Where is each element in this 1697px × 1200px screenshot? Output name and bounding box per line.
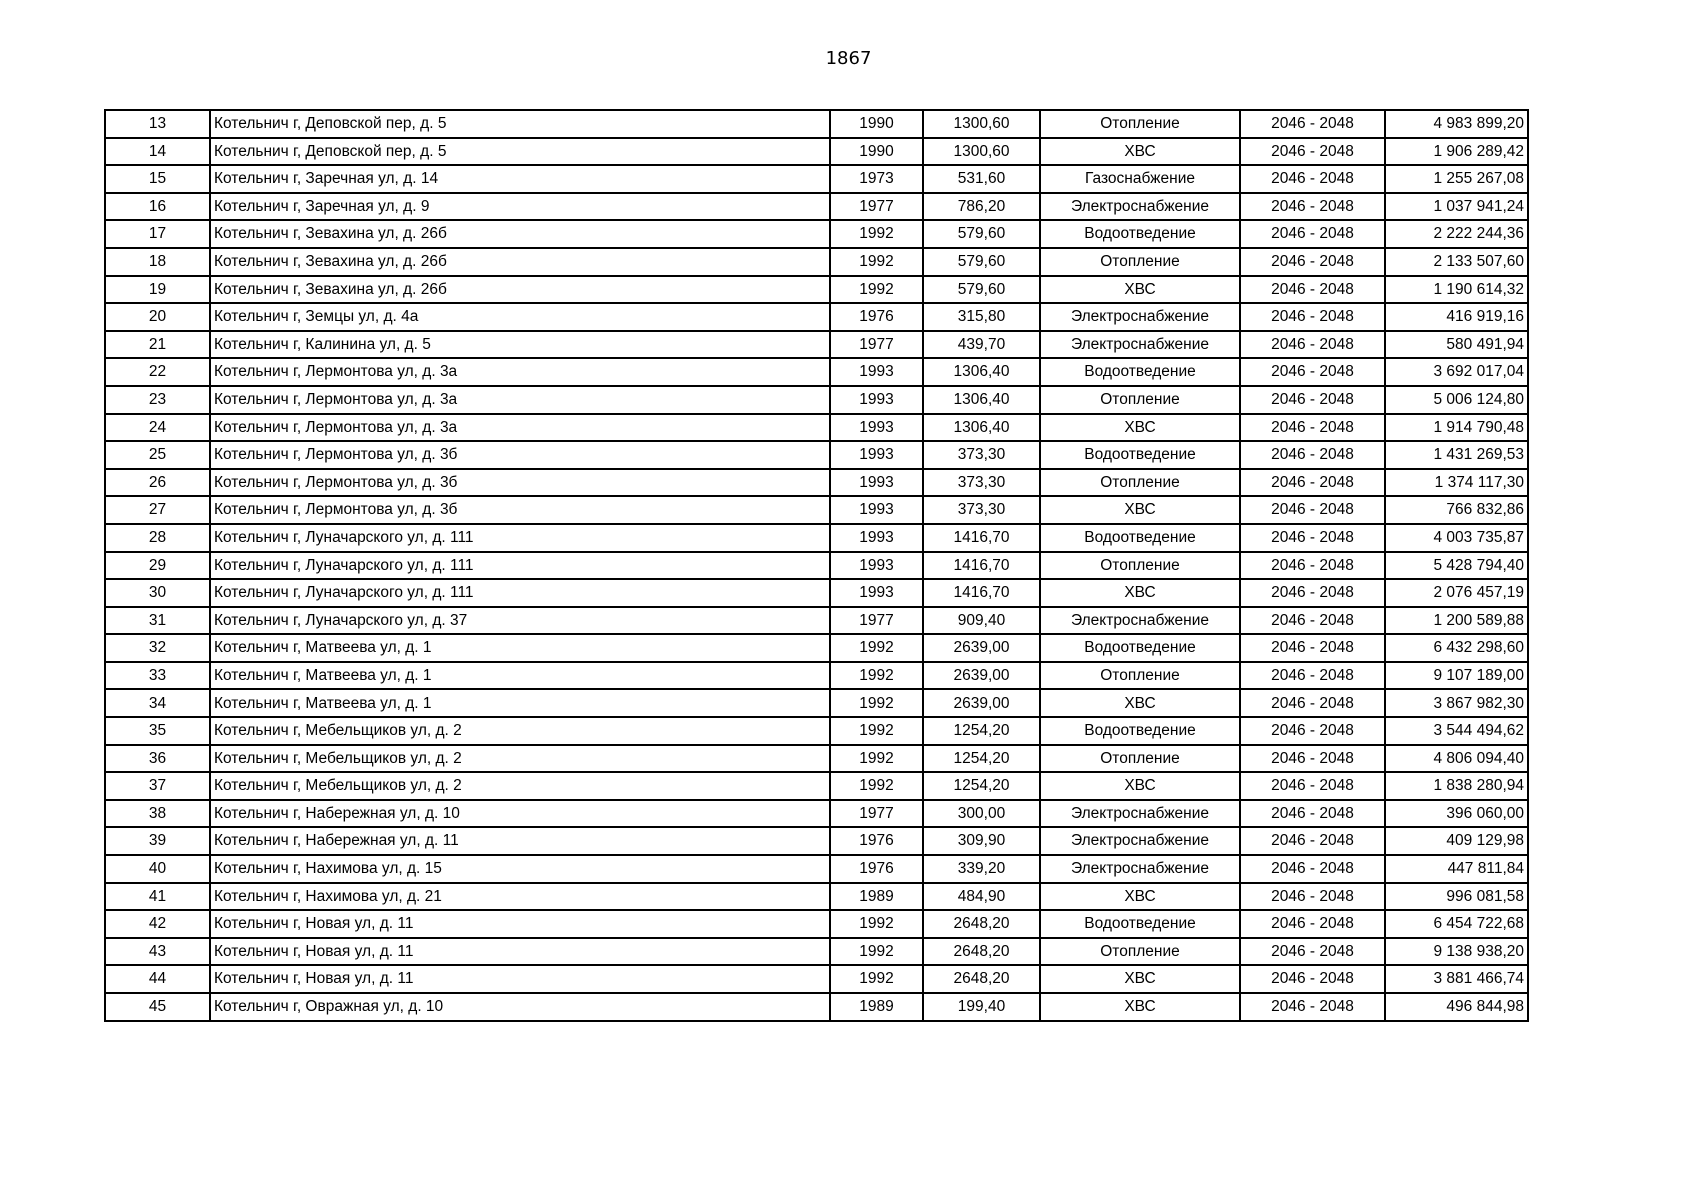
table-row <box>105 469 1528 497</box>
work-type-cell: ХВС <box>1040 965 1240 993</box>
area-cell: 1254,20 <box>923 745 1040 773</box>
cost-cell: 496 844,98 <box>1385 993 1528 1021</box>
work-type-cell: Водоотведение <box>1040 634 1240 662</box>
address-cell: Котельнич г, Новая ул, д. 11 <box>210 965 830 993</box>
address-cell: Котельнич г, Новая ул, д. 11 <box>210 910 830 938</box>
row-number-cell: 42 <box>105 910 210 938</box>
year-cell: 1976 <box>830 827 923 855</box>
period-cell: 2046 - 2048 <box>1240 524 1385 552</box>
year-cell: 1992 <box>830 276 923 304</box>
year-cell: 1993 <box>830 469 923 497</box>
year-cell: 1993 <box>830 579 923 607</box>
cost-cell: 2 076 457,19 <box>1385 579 1528 607</box>
cost-cell: 1 200 589,88 <box>1385 607 1528 635</box>
year-cell: 1977 <box>830 800 923 828</box>
cost-cell: 2 222 244,36 <box>1385 220 1528 248</box>
period-cell: 2046 - 2048 <box>1240 800 1385 828</box>
address-cell: Котельнич г, Лермонтова ул, д. 3б <box>210 469 830 497</box>
work-type-cell: Водоотведение <box>1040 441 1240 469</box>
period-cell: 2046 - 2048 <box>1240 938 1385 966</box>
cost-cell: 2 133 507,60 <box>1385 248 1528 276</box>
year-cell: 1992 <box>830 745 923 773</box>
row-number-cell: 16 <box>105 193 210 221</box>
area-cell: 579,60 <box>923 248 1040 276</box>
row-number-cell: 17 <box>105 220 210 248</box>
area-cell: 1306,40 <box>923 414 1040 442</box>
area-cell: 373,30 <box>923 496 1040 524</box>
year-cell: 1993 <box>830 524 923 552</box>
address-cell: Котельнич г, Набережная ул, д. 11 <box>210 827 830 855</box>
address-cell: Котельнич г, Луначарского ул, д. 111 <box>210 552 830 580</box>
period-cell: 2046 - 2048 <box>1240 883 1385 911</box>
cost-cell: 1 374 117,30 <box>1385 469 1528 497</box>
year-cell: 1993 <box>830 441 923 469</box>
work-type-cell: Отопление <box>1040 745 1240 773</box>
work-type-cell: Электроснабжение <box>1040 855 1240 883</box>
period-cell: 2046 - 2048 <box>1240 441 1385 469</box>
address-cell: Котельнич г, Луначарского ул, д. 111 <box>210 524 830 552</box>
cost-cell: 4 983 899,20 <box>1385 110 1528 138</box>
row-number-cell: 36 <box>105 745 210 773</box>
cost-cell: 5 006 124,80 <box>1385 386 1528 414</box>
year-cell: 1992 <box>830 717 923 745</box>
cost-cell: 1 037 941,24 <box>1385 193 1528 221</box>
work-type-cell: Водоотведение <box>1040 220 1240 248</box>
cost-cell: 580 491,94 <box>1385 331 1528 359</box>
address-cell: Котельнич г, Нахимова ул, д. 15 <box>210 855 830 883</box>
area-cell: 199,40 <box>923 993 1040 1021</box>
year-cell: 1977 <box>830 193 923 221</box>
row-number-cell: 44 <box>105 965 210 993</box>
address-cell: Котельнич г, Зевахина ул, д. 26б <box>210 220 830 248</box>
year-cell: 1992 <box>830 772 923 800</box>
row-number-cell: 38 <box>105 800 210 828</box>
period-cell: 2046 - 2048 <box>1240 331 1385 359</box>
work-type-cell: Отопление <box>1040 110 1240 138</box>
table-row <box>105 607 1528 635</box>
year-cell: 1992 <box>830 689 923 717</box>
work-type-cell: ХВС <box>1040 138 1240 166</box>
work-type-cell: ХВС <box>1040 414 1240 442</box>
work-type-cell: Электроснабжение <box>1040 193 1240 221</box>
row-number-cell: 22 <box>105 358 210 386</box>
table-row <box>105 938 1528 966</box>
address-cell: Котельнич г, Мебельщиков ул, д. 2 <box>210 745 830 773</box>
table-row <box>105 138 1528 166</box>
work-type-cell: Отопление <box>1040 552 1240 580</box>
row-number-cell: 28 <box>105 524 210 552</box>
year-cell: 1977 <box>830 331 923 359</box>
table-row <box>105 910 1528 938</box>
area-cell: 2639,00 <box>923 689 1040 717</box>
address-cell: Котельнич г, Заречная ул, д. 14 <box>210 165 830 193</box>
area-cell: 531,60 <box>923 165 1040 193</box>
address-cell: Котельнич г, Калинина ул, д. 5 <box>210 331 830 359</box>
table-row <box>105 331 1528 359</box>
period-cell: 2046 - 2048 <box>1240 772 1385 800</box>
cost-cell: 416 919,16 <box>1385 303 1528 331</box>
cost-cell: 3 544 494,62 <box>1385 717 1528 745</box>
cost-cell: 1 255 267,08 <box>1385 165 1528 193</box>
address-cell: Котельнич г, Лермонтова ул, д. 3а <box>210 358 830 386</box>
table-row <box>105 689 1528 717</box>
period-cell: 2046 - 2048 <box>1240 662 1385 690</box>
period-cell: 2046 - 2048 <box>1240 386 1385 414</box>
cost-cell: 9 138 938,20 <box>1385 938 1528 966</box>
row-number-cell: 40 <box>105 855 210 883</box>
area-cell: 339,20 <box>923 855 1040 883</box>
year-cell: 1993 <box>830 414 923 442</box>
year-cell: 1992 <box>830 965 923 993</box>
address-cell: Котельнич г, Луначарского ул, д. 37 <box>210 607 830 635</box>
table-row <box>105 441 1528 469</box>
period-cell: 2046 - 2048 <box>1240 358 1385 386</box>
area-cell: 579,60 <box>923 220 1040 248</box>
row-number-cell: 39 <box>105 827 210 855</box>
cost-cell: 5 428 794,40 <box>1385 552 1528 580</box>
work-type-cell: Газоснабжение <box>1040 165 1240 193</box>
area-cell: 579,60 <box>923 276 1040 304</box>
table-row <box>105 193 1528 221</box>
year-cell: 1993 <box>830 552 923 580</box>
table-row <box>105 662 1528 690</box>
address-cell: Котельнич г, Мебельщиков ул, д. 2 <box>210 772 830 800</box>
work-type-cell: Электроснабжение <box>1040 331 1240 359</box>
year-cell: 1990 <box>830 110 923 138</box>
row-number-cell: 23 <box>105 386 210 414</box>
cost-cell: 9 107 189,00 <box>1385 662 1528 690</box>
area-cell: 1254,20 <box>923 772 1040 800</box>
table-row <box>105 110 1528 138</box>
year-cell: 1976 <box>830 303 923 331</box>
area-cell: 373,30 <box>923 441 1040 469</box>
work-type-cell: Отопление <box>1040 248 1240 276</box>
area-cell: 1416,70 <box>923 579 1040 607</box>
table-row <box>105 414 1528 442</box>
area-cell: 2648,20 <box>923 910 1040 938</box>
address-cell: Котельнич г, Набережная ул, д. 10 <box>210 800 830 828</box>
period-cell: 2046 - 2048 <box>1240 827 1385 855</box>
period-cell: 2046 - 2048 <box>1240 220 1385 248</box>
year-cell: 1990 <box>830 138 923 166</box>
table-row <box>105 745 1528 773</box>
year-cell: 1992 <box>830 248 923 276</box>
row-number-cell: 43 <box>105 938 210 966</box>
work-type-cell: ХВС <box>1040 276 1240 304</box>
row-number-cell: 14 <box>105 138 210 166</box>
year-cell: 1993 <box>830 358 923 386</box>
cost-cell: 3 867 982,30 <box>1385 689 1528 717</box>
cost-cell: 409 129,98 <box>1385 827 1528 855</box>
cost-cell: 1 190 614,32 <box>1385 276 1528 304</box>
area-cell: 309,90 <box>923 827 1040 855</box>
work-type-cell: Водоотведение <box>1040 524 1240 552</box>
row-number-cell: 27 <box>105 496 210 524</box>
area-cell: 1306,40 <box>923 386 1040 414</box>
year-cell: 1992 <box>830 220 923 248</box>
area-cell: 1300,60 <box>923 110 1040 138</box>
row-number-cell: 29 <box>105 552 210 580</box>
year-cell: 1993 <box>830 386 923 414</box>
row-number-cell: 37 <box>105 772 210 800</box>
area-cell: 2648,20 <box>923 965 1040 993</box>
area-cell: 2648,20 <box>923 938 1040 966</box>
period-cell: 2046 - 2048 <box>1240 965 1385 993</box>
address-cell: Котельнич г, Лермонтова ул, д. 3б <box>210 441 830 469</box>
table-row <box>105 800 1528 828</box>
address-cell: Котельнич г, Деповской пер, д. 5 <box>210 138 830 166</box>
area-cell: 909,40 <box>923 607 1040 635</box>
row-number-cell: 21 <box>105 331 210 359</box>
table-row <box>105 717 1528 745</box>
work-type-cell: Электроснабжение <box>1040 800 1240 828</box>
table-row <box>105 634 1528 662</box>
work-type-cell: Электроснабжение <box>1040 607 1240 635</box>
year-cell: 1973 <box>830 165 923 193</box>
work-type-cell: ХВС <box>1040 883 1240 911</box>
area-cell: 484,90 <box>923 883 1040 911</box>
period-cell: 2046 - 2048 <box>1240 110 1385 138</box>
period-cell: 2046 - 2048 <box>1240 910 1385 938</box>
table-row <box>105 993 1528 1021</box>
cost-cell: 6 432 298,60 <box>1385 634 1528 662</box>
area-cell: 1306,40 <box>923 358 1040 386</box>
work-type-cell: Отопление <box>1040 938 1240 966</box>
area-cell: 786,20 <box>923 193 1040 221</box>
table-row <box>105 965 1528 993</box>
cost-cell: 447 811,84 <box>1385 855 1528 883</box>
period-cell: 2046 - 2048 <box>1240 193 1385 221</box>
period-cell: 2046 - 2048 <box>1240 414 1385 442</box>
area-cell: 1416,70 <box>923 524 1040 552</box>
year-cell: 1989 <box>830 883 923 911</box>
row-number-cell: 13 <box>105 110 210 138</box>
work-type-cell: ХВС <box>1040 579 1240 607</box>
table-row <box>105 165 1528 193</box>
area-cell: 1416,70 <box>923 552 1040 580</box>
work-type-cell: ХВС <box>1040 772 1240 800</box>
year-cell: 1992 <box>830 662 923 690</box>
address-cell: Котельнич г, Матвеева ул, д. 1 <box>210 662 830 690</box>
row-number-cell: 30 <box>105 579 210 607</box>
period-cell: 2046 - 2048 <box>1240 993 1385 1021</box>
cost-cell: 766 832,86 <box>1385 496 1528 524</box>
work-type-cell: ХВС <box>1040 496 1240 524</box>
page-number: 1867 <box>825 48 872 69</box>
period-cell: 2046 - 2048 <box>1240 689 1385 717</box>
table-row <box>105 386 1528 414</box>
cost-cell: 3 881 466,74 <box>1385 965 1528 993</box>
year-cell: 1989 <box>830 993 923 1021</box>
row-number-cell: 31 <box>105 607 210 635</box>
table-row <box>105 772 1528 800</box>
row-number-cell: 24 <box>105 414 210 442</box>
period-cell: 2046 - 2048 <box>1240 248 1385 276</box>
address-cell: Котельнич г, Овражная ул, д. 10 <box>210 993 830 1021</box>
row-number-cell: 45 <box>105 993 210 1021</box>
address-cell: Котельнич г, Деповской пер, д. 5 <box>210 110 830 138</box>
cost-cell: 396 060,00 <box>1385 800 1528 828</box>
table-row <box>105 220 1528 248</box>
repair-registry-table <box>104 109 1529 1022</box>
year-cell: 1992 <box>830 938 923 966</box>
address-cell: Котельнич г, Матвеева ул, д. 1 <box>210 634 830 662</box>
row-number-cell: 35 <box>105 717 210 745</box>
period-cell: 2046 - 2048 <box>1240 165 1385 193</box>
work-type-cell: Водоотведение <box>1040 358 1240 386</box>
period-cell: 2046 - 2048 <box>1240 469 1385 497</box>
area-cell: 2639,00 <box>923 634 1040 662</box>
cost-cell: 1 906 289,42 <box>1385 138 1528 166</box>
work-type-cell: Отопление <box>1040 386 1240 414</box>
period-cell: 2046 - 2048 <box>1240 276 1385 304</box>
work-type-cell: ХВС <box>1040 993 1240 1021</box>
cost-cell: 6 454 722,68 <box>1385 910 1528 938</box>
table-row <box>105 827 1528 855</box>
row-number-cell: 18 <box>105 248 210 276</box>
work-type-cell: ХВС <box>1040 689 1240 717</box>
work-type-cell: Электроснабжение <box>1040 827 1240 855</box>
table-row <box>105 855 1528 883</box>
table-row <box>105 248 1528 276</box>
table-row <box>105 883 1528 911</box>
address-cell: Котельнич г, Зевахина ул, д. 26б <box>210 276 830 304</box>
period-cell: 2046 - 2048 <box>1240 552 1385 580</box>
period-cell: 2046 - 2048 <box>1240 138 1385 166</box>
address-cell: Котельнич г, Земцы ул, д. 4а <box>210 303 830 331</box>
address-cell: Котельнич г, Лермонтова ул, д. 3б <box>210 496 830 524</box>
work-type-cell: Отопление <box>1040 469 1240 497</box>
area-cell: 315,80 <box>923 303 1040 331</box>
row-number-cell: 32 <box>105 634 210 662</box>
row-number-cell: 15 <box>105 165 210 193</box>
row-number-cell: 19 <box>105 276 210 304</box>
table-row <box>105 496 1528 524</box>
cost-cell: 4 003 735,87 <box>1385 524 1528 552</box>
period-cell: 2046 - 2048 <box>1240 717 1385 745</box>
row-number-cell: 34 <box>105 689 210 717</box>
address-cell: Котельнич г, Заречная ул, д. 9 <box>210 193 830 221</box>
address-cell: Котельнич г, Новая ул, д. 11 <box>210 938 830 966</box>
address-cell: Котельнич г, Зевахина ул, д. 26б <box>210 248 830 276</box>
address-cell: Котельнич г, Нахимова ул, д. 21 <box>210 883 830 911</box>
year-cell: 1992 <box>830 910 923 938</box>
cost-cell: 1 914 790,48 <box>1385 414 1528 442</box>
area-cell: 373,30 <box>923 469 1040 497</box>
work-type-cell: Отопление <box>1040 662 1240 690</box>
table-row <box>105 579 1528 607</box>
address-cell: Котельнич г, Лермонтова ул, д. 3а <box>210 386 830 414</box>
area-cell: 439,70 <box>923 331 1040 359</box>
row-number-cell: 41 <box>105 883 210 911</box>
cost-cell: 996 081,58 <box>1385 883 1528 911</box>
period-cell: 2046 - 2048 <box>1240 745 1385 773</box>
work-type-cell: Водоотведение <box>1040 910 1240 938</box>
table-row <box>105 276 1528 304</box>
table-row <box>105 552 1528 580</box>
area-cell: 1300,60 <box>923 138 1040 166</box>
work-type-cell: Электроснабжение <box>1040 303 1240 331</box>
row-number-cell: 26 <box>105 469 210 497</box>
period-cell: 2046 - 2048 <box>1240 496 1385 524</box>
cost-cell: 1 838 280,94 <box>1385 772 1528 800</box>
row-number-cell: 33 <box>105 662 210 690</box>
row-number-cell: 20 <box>105 303 210 331</box>
period-cell: 2046 - 2048 <box>1240 579 1385 607</box>
area-cell: 1254,20 <box>923 717 1040 745</box>
area-cell: 2639,00 <box>923 662 1040 690</box>
row-number-cell: 25 <box>105 441 210 469</box>
address-cell: Котельнич г, Мебельщиков ул, д. 2 <box>210 717 830 745</box>
period-cell: 2046 - 2048 <box>1240 607 1385 635</box>
period-cell: 2046 - 2048 <box>1240 634 1385 662</box>
year-cell: 1976 <box>830 855 923 883</box>
year-cell: 1992 <box>830 634 923 662</box>
work-type-cell: Водоотведение <box>1040 717 1240 745</box>
address-cell: Котельнич г, Луначарского ул, д. 111 <box>210 579 830 607</box>
address-cell: Котельнич г, Матвеева ул, д. 1 <box>210 689 830 717</box>
table-row <box>105 524 1528 552</box>
table-row <box>105 358 1528 386</box>
period-cell: 2046 - 2048 <box>1240 855 1385 883</box>
cost-cell: 1 431 269,53 <box>1385 441 1528 469</box>
period-cell: 2046 - 2048 <box>1240 303 1385 331</box>
year-cell: 1993 <box>830 496 923 524</box>
cost-cell: 3 692 017,04 <box>1385 358 1528 386</box>
area-cell: 300,00 <box>923 800 1040 828</box>
address-cell: Котельнич г, Лермонтова ул, д. 3а <box>210 414 830 442</box>
table-row <box>105 303 1528 331</box>
cost-cell: 4 806 094,40 <box>1385 745 1528 773</box>
year-cell: 1977 <box>830 607 923 635</box>
